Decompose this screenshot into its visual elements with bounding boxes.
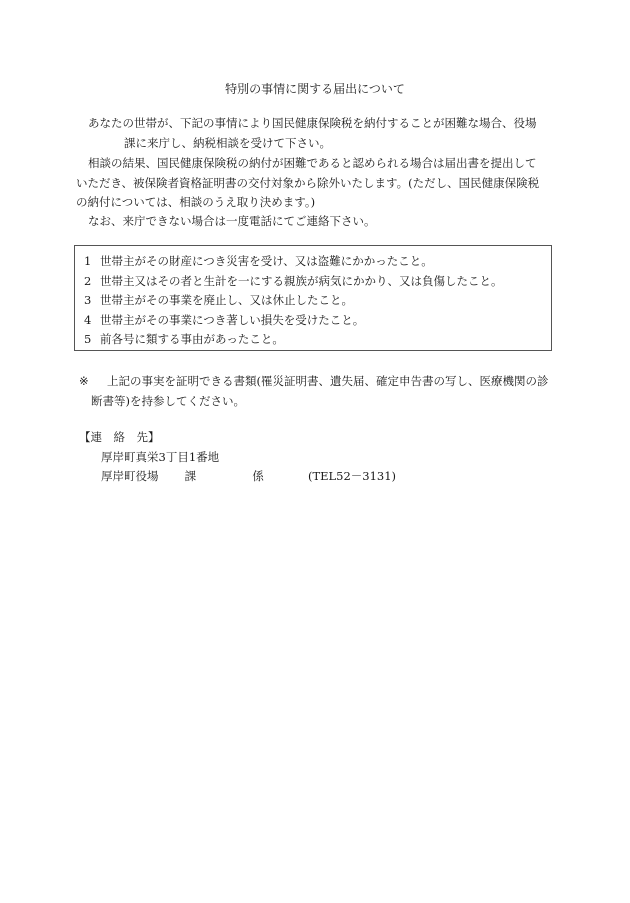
reason-item xyxy=(84,272,551,292)
reason-text: 世帯主がその事業につき著しい損失を受けたこと。 xyxy=(100,312,365,327)
reason-text: 世帯主がその事業を廃止し、又は休止したこと。 xyxy=(100,293,353,307)
paragraph-line: いただき、被保険者資格証明書の交付対象から除外いたします。(ただし、国民健康保険税 xyxy=(76,175,540,190)
paragraph-intro xyxy=(76,114,556,153)
contact-section: 係 xyxy=(252,469,264,483)
reason-number: 1 xyxy=(84,254,92,268)
paragraph-line: 課に来庁し、納税相談を受けて下さい。 xyxy=(124,135,331,150)
reason-item xyxy=(84,330,551,350)
paragraph-consultation xyxy=(76,154,556,213)
note-line: 断書等)を持参してください。 xyxy=(91,393,245,408)
reason-text: 前各号に類する事由があったこと。 xyxy=(100,332,284,346)
documents-note xyxy=(79,372,559,411)
paragraph-line: 相談の結果、国民健康保険税の納付が困難であると認められる場合は届出書を提出して xyxy=(88,156,537,170)
contact-address: 厚岸町真栄3丁目1番地 xyxy=(101,449,220,464)
paragraph-phone-notice xyxy=(76,212,556,232)
reason-number: 4 xyxy=(84,312,92,327)
note-line xyxy=(79,372,559,392)
reason-item xyxy=(84,252,551,272)
note-mark: ※ xyxy=(79,374,89,388)
contact-dept: 課 xyxy=(184,469,197,483)
contact-office-line xyxy=(79,467,396,487)
contact-office: 厚岸町役場 xyxy=(101,469,159,483)
reason-number: 3 xyxy=(84,293,92,307)
note-text: 上記の事実を証明できる書類(罹災証明書、遺失届、確定申告書の写し、医療機関の診 xyxy=(107,374,549,388)
paragraph-line: の納付については、相談のうえ取り決めます。) xyxy=(76,195,316,209)
reasons-box xyxy=(74,245,552,351)
reason-item xyxy=(84,291,551,311)
contact-heading: 【連 絡 先】 xyxy=(79,430,160,444)
reason-number: 2 xyxy=(84,273,92,288)
paragraph-line: あなたの世帯が、下記の事情により国民健康保険税を納付することが困難な場合、役場 xyxy=(88,116,537,130)
paragraph-line: なお、来庁できない場合は一度電話にてご連絡下さい。 xyxy=(88,214,376,228)
reason-number: 5 xyxy=(84,332,92,346)
contact-block xyxy=(79,428,396,487)
reason-text: 世帯主又はその者と生計を一にする親族が病気にかかり、又は負傷したこと。 xyxy=(100,273,503,288)
reason-item xyxy=(84,311,551,331)
reason-text: 世帯主がその財産につき災害を受け、又は盗難にかかったこと。 xyxy=(100,254,433,268)
document-title: 特別の事情に関する届出について xyxy=(225,82,405,96)
contact-tel: (TEL52－3131) xyxy=(307,469,397,483)
